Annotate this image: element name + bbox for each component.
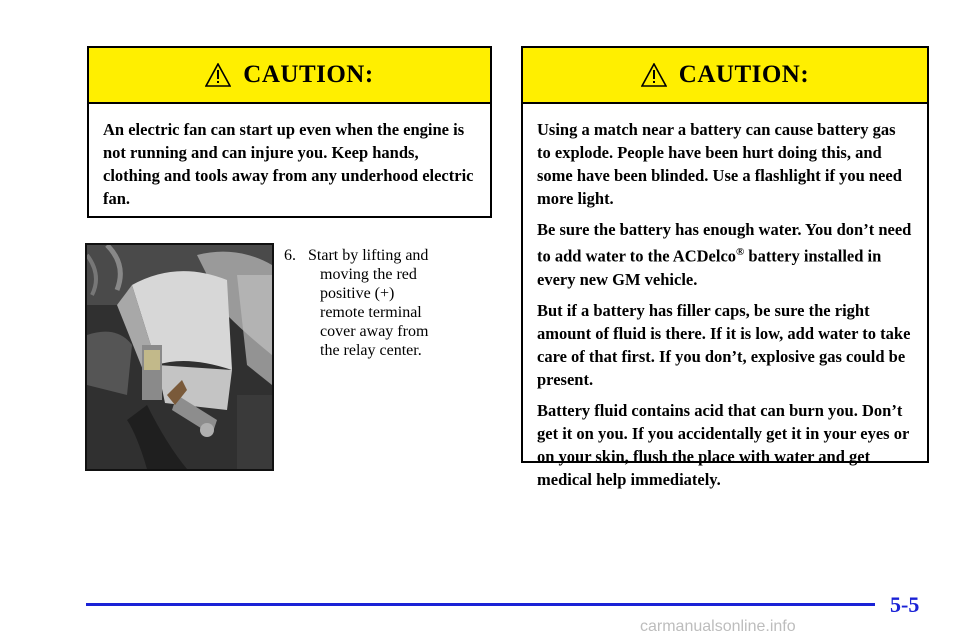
caution-text: An electric fan can start up even when the engine is not running and can injure you. Keep hands, clothing and tools away from any underhood electric fan. — [103, 120, 474, 208]
registered-mark: ® — [736, 246, 745, 258]
watermark: carmanualsonline.info — [640, 618, 796, 635]
remote-terminal-photo — [85, 243, 274, 471]
warning-triangle-icon — [641, 63, 667, 87]
caution-paragraph: But if a battery has filler caps, be sure the right amount of fluid is there. If it is low, add water to take care of that first. If you don’t, explosive gas could be present. — [537, 300, 911, 389]
step-text — [308, 246, 428, 360]
caution-body — [523, 104, 927, 509]
caution-box-battery — [521, 46, 929, 489]
step-6 — [284, 246, 428, 360]
caution-text: battery installed in every new GM vehicle. — [537, 246, 882, 289]
caution-box-fan — [87, 46, 492, 218]
caution-paragraph: Battery fluid contains acid that can burn you. Don’t get it on you. If you accidentally get it in your eyes or on your skin, flush the place with water and get medical help immediately. — [537, 400, 909, 489]
step-line: Start by lifting and — [308, 247, 429, 264]
caution-header — [523, 48, 927, 104]
step-number: 6. — [284, 247, 296, 264]
page-number: 5-5 — [890, 592, 920, 617]
step-line: the relay center. — [320, 342, 422, 359]
step-line: cover away from — [320, 323, 429, 340]
caution-title: CAUTION: — [678, 61, 810, 88]
step-line: remote terminal — [320, 304, 422, 321]
caution-paragraph-acdelco — [537, 218, 913, 291]
caution-paragraph: Using a match near a battery can cause battery gas to explode. People have been hurt doing this, and some have been blinded. Use a flashlight if you need more light. — [537, 120, 902, 208]
caution-header — [89, 48, 490, 104]
engine-photo-illustration — [87, 245, 272, 469]
caution-title: CAUTION: — [243, 61, 374, 88]
caution-body — [89, 104, 490, 228]
step-line: moving the red — [320, 266, 417, 283]
step-line: positive (+) — [320, 285, 395, 302]
warning-triangle-icon — [205, 63, 231, 87]
footer-rule — [86, 603, 875, 606]
caution-text: Be sure the battery has enough water. You don’t need to add water to the ACDelco — [537, 220, 912, 266]
